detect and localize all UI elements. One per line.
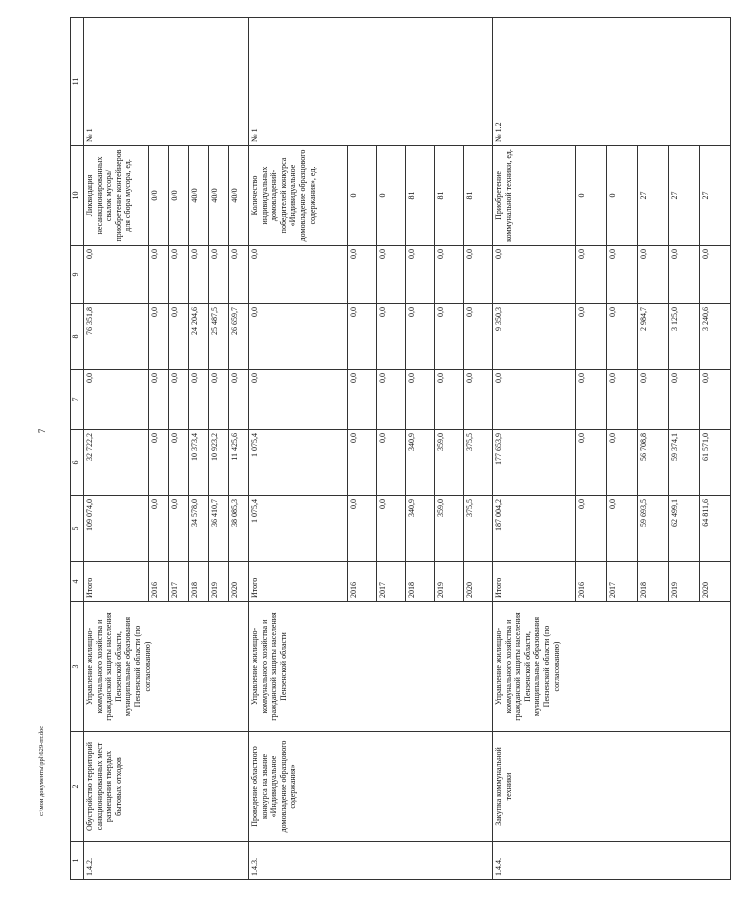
year-cell: 2016 — [348, 562, 377, 602]
other-sources: 0,0 — [84, 246, 149, 304]
regional-budget: 11 425,6 — [229, 430, 249, 496]
activity-name: Обустройство территорий санкционированных мест размещения твердых бытовых отходов — [84, 732, 249, 842]
year-cell: 2017 — [169, 562, 189, 602]
federal-budget: 0,0 — [377, 304, 406, 370]
indicator-value: 0 — [607, 146, 638, 246]
page-number: 7 — [37, 428, 47, 434]
other-sources: 0,0 — [493, 246, 576, 304]
other-sources: 0,0 — [229, 246, 249, 304]
federal-budget: 0,0 — [464, 304, 493, 370]
year-cell: 2016 — [149, 562, 169, 602]
year-cell: 2016 — [576, 562, 607, 602]
federal-budget: 0,0 — [576, 304, 607, 370]
local-budget: 0,0 — [377, 370, 406, 430]
program-activities-table — [70, 17, 731, 880]
year-cell: 2020 — [700, 562, 731, 602]
regional-budget: 359,0 — [435, 430, 464, 496]
federal-budget: 0,0 — [607, 304, 638, 370]
federal-budget: 3 125,0 — [669, 304, 700, 370]
executors: Управление жилищно-коммунального хозяйства и гражданской защиты населения Пензенской области — [249, 602, 493, 732]
local-budget: 0,0 — [435, 370, 464, 430]
indicator-description: Количество индивидуальных домовладений-победителей конкурса «Индивидуальное домовладение образцового содержания», ед. — [249, 146, 348, 246]
column-number-8: 8 — [71, 304, 84, 370]
column-number-2: 2 — [71, 732, 84, 842]
total-funding: 375,5 — [464, 496, 493, 562]
indicator-value: 27 — [700, 146, 731, 246]
total-funding: 187 004,2 — [493, 496, 576, 562]
local-budget: 0,0 — [149, 370, 169, 430]
total-funding: 34 578,0 — [189, 496, 209, 562]
regional-budget: 32 722,2 — [84, 430, 149, 496]
regional-budget: 0,0 — [169, 430, 189, 496]
federal-budget: 2 984,7 — [638, 304, 669, 370]
year-cell: 2019 — [669, 562, 700, 602]
regional-budget: 56 708,8 — [638, 430, 669, 496]
other-sources: 0,0 — [607, 246, 638, 304]
local-budget: 0,0 — [84, 370, 149, 430]
year-cell: 2020 — [229, 562, 249, 602]
total-funding: 1 075,4 — [249, 496, 348, 562]
regional-budget: 0,0 — [149, 430, 169, 496]
other-sources: 0,0 — [169, 246, 189, 304]
year-cell: 2017 — [607, 562, 638, 602]
indicator-value: 0 — [377, 146, 406, 246]
indicator-value: 27 — [669, 146, 700, 246]
goal-link: № 1 — [249, 18, 493, 146]
other-sources: 0,0 — [435, 246, 464, 304]
local-budget: 0,0 — [189, 370, 209, 430]
other-sources: 0,0 — [669, 246, 700, 304]
goal-link: № 1.2 — [493, 18, 731, 146]
regional-budget: 59 374,1 — [669, 430, 700, 496]
local-budget: 0,0 — [209, 370, 229, 430]
local-budget: 0,0 — [249, 370, 348, 430]
federal-budget: 0,0 — [249, 304, 348, 370]
year-cell: 2017 — [377, 562, 406, 602]
column-number-6: 6 — [71, 430, 84, 496]
other-sources: 0,0 — [638, 246, 669, 304]
local-budget: 0,0 — [406, 370, 435, 430]
total-funding: 36 410,7 — [209, 496, 229, 562]
column-number-4: 4 — [71, 562, 84, 602]
local-budget: 0,0 — [700, 370, 731, 430]
indicator-description: Ликвидация несанкционированных свалок мусора/ приобретение контейнеров для сбора мусора, ед. — [84, 146, 149, 246]
indicator-value: 81 — [406, 146, 435, 246]
year-cell: 2019 — [435, 562, 464, 602]
year-cell: 2020 — [464, 562, 493, 602]
year-cell: 2018 — [638, 562, 669, 602]
item-number: 1.4.2. — [84, 842, 249, 880]
federal-budget: 9 350,3 — [493, 304, 576, 370]
other-sources: 0,0 — [576, 246, 607, 304]
regional-budget: 0,0 — [348, 430, 377, 496]
column-number-5: 5 — [71, 496, 84, 562]
local-budget: 0,0 — [493, 370, 576, 430]
total-funding: 0,0 — [607, 496, 638, 562]
other-sources: 0,0 — [464, 246, 493, 304]
total-funding: 62 499,1 — [669, 496, 700, 562]
section-total-row — [84, 18, 149, 880]
other-sources: 0,0 — [209, 246, 229, 304]
year-cell: 2018 — [406, 562, 435, 602]
regional-budget: 10 373,4 — [189, 430, 209, 496]
total-funding: 340,9 — [406, 496, 435, 562]
federal-budget: 76 351,8 — [84, 304, 149, 370]
total-funding: 64 811,6 — [700, 496, 731, 562]
executors: Управление жилищно-коммунального хозяйства и гражданской защиты населения Пензенской области, муниципальные образования Пензенской области (по согласованию) — [84, 602, 249, 732]
total-funding: 0,0 — [169, 496, 189, 562]
column-number-11: 11 — [71, 18, 84, 146]
activity-name: Закупка коммунальной техники — [493, 732, 731, 842]
regional-budget: 340,9 — [406, 430, 435, 496]
regional-budget: 61 571,0 — [700, 430, 731, 496]
total-funding: 38 085,3 — [229, 496, 249, 562]
local-budget: 0,0 — [169, 370, 189, 430]
other-sources: 0,0 — [406, 246, 435, 304]
indicator-value: 0 — [576, 146, 607, 246]
total-funding: 0,0 — [149, 496, 169, 562]
local-budget: 0,0 — [576, 370, 607, 430]
local-budget: 0,0 — [669, 370, 700, 430]
regional-budget: 0,0 — [576, 430, 607, 496]
other-sources: 0,0 — [348, 246, 377, 304]
indicator-value: 0/0 — [149, 146, 169, 246]
other-sources: 0,0 — [189, 246, 209, 304]
year-cell: Итого — [84, 562, 149, 602]
year-cell: 2019 — [209, 562, 229, 602]
total-funding: 0,0 — [576, 496, 607, 562]
rotated-table-container — [70, 18, 710, 880]
regional-budget: 375,5 — [464, 430, 493, 496]
federal-budget: 25 487,5 — [209, 304, 229, 370]
section-total-row — [493, 18, 576, 880]
column-number-7: 7 — [71, 370, 84, 430]
goal-link: № 1 — [84, 18, 249, 146]
column-number-10: 10 — [71, 146, 84, 246]
indicator-value: 40/0 — [229, 146, 249, 246]
total-funding: 359,0 — [435, 496, 464, 562]
total-funding: 0,0 — [377, 496, 406, 562]
column-number-3: 3 — [71, 602, 84, 732]
regional-budget: 0,0 — [377, 430, 406, 496]
year-cell: Итого — [493, 562, 576, 602]
local-budget: 0,0 — [638, 370, 669, 430]
other-sources: 0,0 — [700, 246, 731, 304]
column-number-1: 1 — [71, 842, 84, 880]
local-budget: 0,0 — [348, 370, 377, 430]
indicator-value: 0/0 — [169, 146, 189, 246]
indicator-description: Приобретение коммунальной техники, ед. — [493, 146, 576, 246]
local-budget: 0,0 — [607, 370, 638, 430]
year-cell: Итого — [249, 562, 348, 602]
federal-budget: 24 204,6 — [189, 304, 209, 370]
regional-budget: 10 923,2 — [209, 430, 229, 496]
indicator-value: 0 — [348, 146, 377, 246]
regional-budget: 1 075,4 — [249, 430, 348, 496]
indicator-value: 40/0 — [209, 146, 229, 246]
federal-budget: 0,0 — [348, 304, 377, 370]
local-budget: 0,0 — [229, 370, 249, 430]
column-number-9: 9 — [71, 246, 84, 304]
section-total-row — [249, 18, 348, 880]
federal-budget: 26 659,7 — [229, 304, 249, 370]
regional-budget: 0,0 — [607, 430, 638, 496]
activity-name: Проведение областного конкурса на звание «Индивидуальное домовладение образцового содержания» — [249, 732, 493, 842]
total-funding: 59 693,5 — [638, 496, 669, 562]
item-number: 1.4.3. — [249, 842, 493, 880]
footer-file-path: c:\мои документы\ppl\629-пт.doc — [38, 725, 45, 816]
other-sources: 0,0 — [377, 246, 406, 304]
column-numbers-row — [71, 18, 84, 880]
indicator-value: 40/0 — [189, 146, 209, 246]
total-funding: 0,0 — [348, 496, 377, 562]
federal-budget: 3 240,6 — [700, 304, 731, 370]
item-number: 1.4.4. — [493, 842, 731, 880]
year-cell: 2018 — [189, 562, 209, 602]
other-sources: 0,0 — [249, 246, 348, 304]
federal-budget: 0,0 — [406, 304, 435, 370]
indicator-value: 81 — [464, 146, 493, 246]
local-budget: 0,0 — [464, 370, 493, 430]
other-sources: 0,0 — [149, 246, 169, 304]
federal-budget: 0,0 — [169, 304, 189, 370]
indicator-value: 81 — [435, 146, 464, 246]
federal-budget: 0,0 — [435, 304, 464, 370]
regional-budget: 177 653,9 — [493, 430, 576, 496]
total-funding: 109 074,0 — [84, 496, 149, 562]
indicator-value: 27 — [638, 146, 669, 246]
executors: Управление жилищно-коммунального хозяйства и гражданской защиты населения Пензенской области, муниципальные образования Пензенской области (по согласованию) — [493, 602, 731, 732]
federal-budget: 0,0 — [149, 304, 169, 370]
